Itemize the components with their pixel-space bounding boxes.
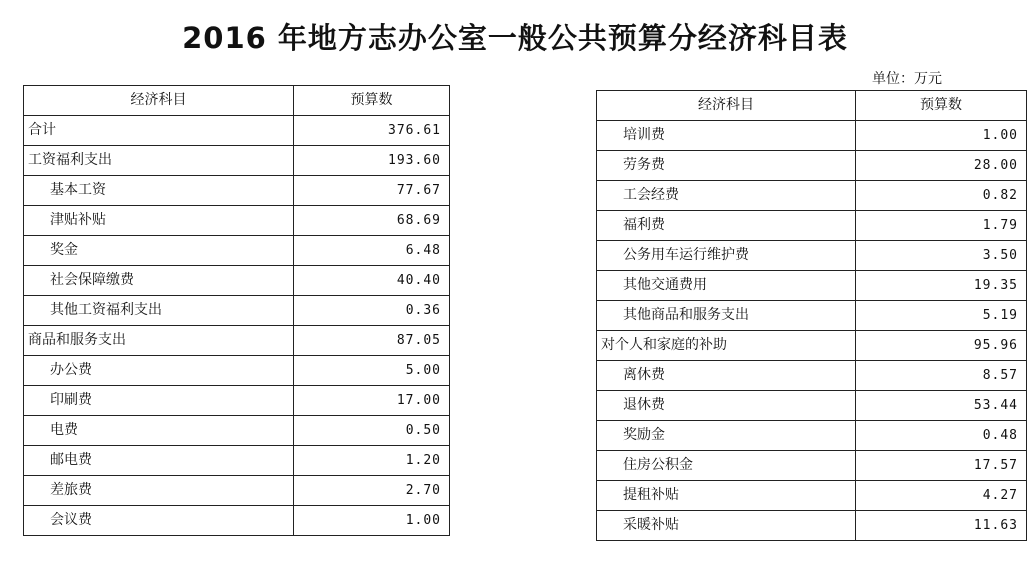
budget-value-cell: 95.96	[856, 331, 1027, 361]
budget-table-right	[596, 90, 1027, 541]
table-row	[24, 176, 450, 206]
table-row	[597, 121, 1027, 151]
budget-value-cell: 87.05	[294, 326, 450, 356]
table-row	[24, 356, 450, 386]
table-row	[24, 476, 450, 506]
table-row	[24, 146, 450, 176]
subject-cell: 会议费	[24, 506, 294, 536]
table-row	[24, 296, 450, 326]
subject-cell: 其他商品和服务支出	[597, 301, 856, 331]
subject-cell: 住房公积金	[597, 451, 856, 481]
subject-cell: 基本工资	[24, 176, 294, 206]
budget-value-cell: 11.63	[856, 511, 1027, 541]
table-row	[597, 241, 1027, 271]
subject-cell: 印刷费	[24, 386, 294, 416]
budget-value-cell: 68.69	[294, 206, 450, 236]
budget-value-cell: 77.67	[294, 176, 450, 206]
subject-cell: 奖励金	[597, 421, 856, 451]
table-body	[597, 121, 1027, 541]
budget-value-cell: 5.00	[294, 356, 450, 386]
subject-cell: 离休费	[597, 361, 856, 391]
budget-value-cell: 5.19	[856, 301, 1027, 331]
budget-value-cell: 19.35	[856, 271, 1027, 301]
table-row	[597, 421, 1027, 451]
subject-cell: 工资福利支出	[24, 146, 294, 176]
table-row	[597, 301, 1027, 331]
table-body	[24, 116, 450, 536]
table-row	[24, 326, 450, 356]
table-row	[597, 451, 1027, 481]
subject-cell: 工会经费	[597, 181, 856, 211]
page-title: 2016 年地方志办公室一般公共预算分经济科目表	[182, 21, 848, 55]
budget-value-cell: 40.40	[294, 266, 450, 296]
subject-cell: 提租补贴	[597, 481, 856, 511]
table-header-row	[24, 86, 450, 116]
subject-cell: 办公费	[24, 356, 294, 386]
budget-value-cell: 3.50	[856, 241, 1027, 271]
subject-cell: 福利费	[597, 211, 856, 241]
table-row	[597, 511, 1027, 541]
subject-cell: 津贴补贴	[24, 206, 294, 236]
table-row	[597, 271, 1027, 301]
table-row	[24, 236, 450, 266]
subject-cell: 邮电费	[24, 446, 294, 476]
table-header-row	[597, 91, 1027, 121]
table-row	[597, 151, 1027, 181]
budget-value-cell: 28.00	[856, 151, 1027, 181]
budget-value-cell: 53.44	[856, 391, 1027, 421]
subject-cell: 退休费	[597, 391, 856, 421]
subject-cell: 公务用车运行维护费	[597, 241, 856, 271]
budget-value-cell: 1.00	[856, 121, 1027, 151]
column-header-budget: 预算数	[294, 86, 450, 116]
table-row	[597, 481, 1027, 511]
table-row	[597, 361, 1027, 391]
column-header-budget: 预算数	[856, 91, 1027, 121]
subject-cell: 采暖补贴	[597, 511, 856, 541]
table-row	[597, 211, 1027, 241]
subject-cell: 其他交通费用	[597, 271, 856, 301]
budget-value-cell: 1.00	[294, 506, 450, 536]
unit-label: 单位：万元	[872, 71, 942, 87]
budget-value-cell: 1.79	[856, 211, 1027, 241]
subject-cell: 奖金	[24, 236, 294, 266]
table-row	[24, 116, 450, 146]
table-row	[597, 331, 1027, 361]
table-row	[24, 266, 450, 296]
table-row	[597, 181, 1027, 211]
budget-value-cell: 0.48	[856, 421, 1027, 451]
subject-cell: 其他工资福利支出	[24, 296, 294, 326]
subject-cell: 培训费	[597, 121, 856, 151]
table-row	[24, 386, 450, 416]
column-header-subject: 经济科目	[597, 91, 856, 121]
budget-value-cell: 0.36	[294, 296, 450, 326]
budget-value-cell: 2.70	[294, 476, 450, 506]
table-row	[24, 446, 450, 476]
table-row	[597, 391, 1027, 421]
column-header-subject: 经济科目	[24, 86, 294, 116]
table-row	[24, 416, 450, 446]
subject-cell: 合计	[24, 116, 294, 146]
budget-value-cell: 17.00	[294, 386, 450, 416]
budget-value-cell: 0.82	[856, 181, 1027, 211]
table-row	[24, 206, 450, 236]
subject-cell: 对个人和家庭的补助	[597, 331, 856, 361]
budget-value-cell: 17.57	[856, 451, 1027, 481]
budget-value-cell: 376.61	[294, 116, 450, 146]
budget-value-cell: 1.20	[294, 446, 450, 476]
budget-value-cell: 193.60	[294, 146, 450, 176]
subject-cell: 社会保障缴费	[24, 266, 294, 296]
subject-cell: 电费	[24, 416, 294, 446]
budget-value-cell: 4.27	[856, 481, 1027, 511]
budget-value-cell: 8.57	[856, 361, 1027, 391]
subject-cell: 商品和服务支出	[24, 326, 294, 356]
budget-value-cell: 0.50	[294, 416, 450, 446]
budget-value-cell: 6.48	[294, 236, 450, 266]
subject-cell: 差旅费	[24, 476, 294, 506]
table-row	[24, 506, 450, 536]
subject-cell: 劳务费	[597, 151, 856, 181]
budget-table-left	[23, 85, 450, 536]
